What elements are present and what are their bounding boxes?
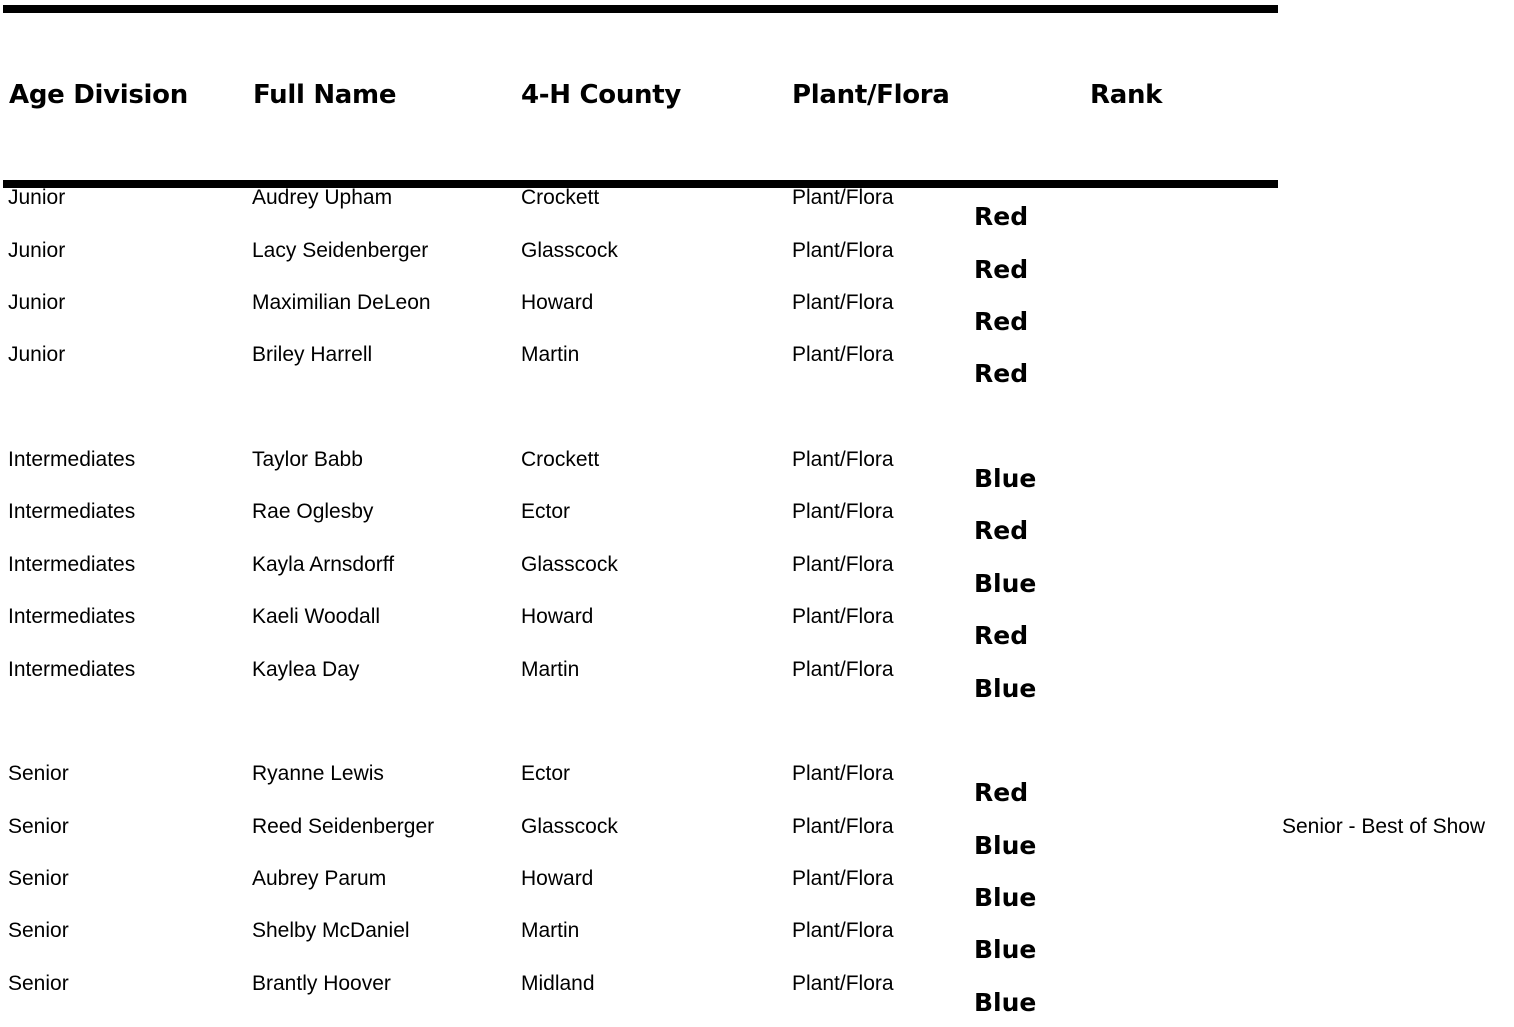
category-cell: Plant/Flora bbox=[792, 919, 894, 942]
age-division-cell: Intermediates bbox=[8, 500, 136, 523]
category-cell: Plant/Flora bbox=[792, 867, 894, 890]
county-cell: Howard bbox=[521, 291, 594, 314]
full-name-cell: Aubrey Parum bbox=[252, 867, 387, 890]
category-cell: Plant/Flora bbox=[792, 658, 894, 681]
full-name-cell: Taylor Babb bbox=[252, 448, 363, 471]
category-cell: Plant/Flora bbox=[792, 553, 894, 576]
age-division-cell: Junior bbox=[8, 291, 66, 314]
full-name-cell: Brantly Hoover bbox=[252, 972, 391, 995]
county-cell: Howard bbox=[521, 867, 594, 890]
table-row bbox=[0, 605, 1514, 655]
rank-cell: Blue bbox=[974, 674, 1037, 703]
full-name-cell: Rae Oglesby bbox=[252, 500, 374, 523]
table-row bbox=[0, 186, 1514, 236]
county-cell: Martin bbox=[521, 658, 580, 681]
table-row bbox=[0, 867, 1514, 917]
full-name-cell: Maximilian DeLeon bbox=[252, 291, 431, 314]
rank-cell: Blue bbox=[974, 464, 1037, 493]
rank-cell: Red bbox=[974, 307, 1029, 336]
category-cell: Plant/Flora bbox=[792, 762, 894, 785]
age-division-cell: Senior bbox=[8, 815, 69, 838]
age-division-cell: Intermediates bbox=[8, 658, 136, 681]
county-cell: Martin bbox=[521, 343, 580, 366]
category-cell: Plant/Flora bbox=[792, 972, 894, 995]
age-division-cell: Junior bbox=[8, 186, 66, 209]
table-row bbox=[0, 762, 1514, 812]
age-division-cell: Senior bbox=[8, 867, 69, 890]
full-name-cell: Ryanne Lewis bbox=[252, 762, 384, 785]
rank-cell: Red bbox=[974, 621, 1029, 650]
category-cell: Plant/Flora bbox=[792, 605, 894, 628]
county-cell: Crockett bbox=[521, 186, 600, 209]
rank-cell: Blue bbox=[974, 935, 1037, 964]
header-age-division: Age Division bbox=[9, 80, 188, 110]
table-row bbox=[0, 448, 1514, 498]
category-cell: Plant/Flora bbox=[792, 291, 894, 314]
rank-cell: Blue bbox=[974, 883, 1037, 912]
rank-cell: Red bbox=[974, 516, 1029, 545]
age-division-cell: Junior bbox=[8, 343, 66, 366]
full-name-cell: Kaeli Woodall bbox=[252, 605, 381, 628]
table-row bbox=[0, 972, 1514, 1022]
header-full-name: Full Name bbox=[253, 80, 397, 110]
county-cell: Howard bbox=[521, 605, 594, 628]
table-row bbox=[0, 919, 1514, 969]
table-row bbox=[0, 343, 1514, 393]
rank-cell: Red bbox=[974, 202, 1029, 231]
age-division-cell: Intermediates bbox=[8, 553, 136, 576]
age-division-cell: Intermediates bbox=[8, 605, 136, 628]
rank-cell: Blue bbox=[974, 831, 1037, 860]
county-cell: Martin bbox=[521, 919, 580, 942]
rank-cell: Red bbox=[974, 255, 1029, 284]
age-division-cell: Senior bbox=[8, 762, 69, 785]
table-row bbox=[0, 815, 1514, 865]
full-name-cell: Shelby McDaniel bbox=[252, 919, 410, 942]
table-row bbox=[0, 291, 1514, 341]
table-row bbox=[0, 500, 1514, 550]
header-category: Plant/Flora bbox=[792, 80, 950, 110]
full-name-cell: Kayla Arnsdorff bbox=[252, 553, 395, 576]
county-cell: Crockett bbox=[521, 448, 600, 471]
county-cell: Glasscock bbox=[521, 553, 618, 576]
award-note: Senior - Best of Show bbox=[1282, 815, 1486, 838]
county-cell: Ector bbox=[521, 500, 571, 523]
county-cell: Glasscock bbox=[521, 815, 618, 838]
table-row bbox=[0, 239, 1514, 289]
rank-cell: Blue bbox=[974, 569, 1037, 598]
header-county: 4-H County bbox=[521, 80, 682, 110]
category-cell: Plant/Flora bbox=[792, 815, 894, 838]
full-name-cell: Kaylea Day bbox=[252, 658, 360, 681]
age-division-cell: Junior bbox=[8, 239, 66, 262]
category-cell: Plant/Flora bbox=[792, 500, 894, 523]
category-cell: Plant/Flora bbox=[792, 343, 894, 366]
category-cell: Plant/Flora bbox=[792, 186, 894, 209]
county-cell: Glasscock bbox=[521, 239, 618, 262]
header-rank: Rank bbox=[1090, 80, 1163, 110]
rank-cell: Blue bbox=[974, 988, 1037, 1017]
category-cell: Plant/Flora bbox=[792, 448, 894, 471]
age-division-cell: Senior bbox=[8, 919, 69, 942]
county-cell: Midland bbox=[521, 972, 595, 995]
table-row bbox=[0, 553, 1514, 603]
rank-cell: Red bbox=[974, 359, 1029, 388]
full-name-cell: Lacy Seidenberger bbox=[252, 239, 429, 262]
full-name-cell: Reed Seidenberger bbox=[252, 815, 435, 838]
age-division-cell: Intermediates bbox=[8, 448, 136, 471]
rank-cell: Red bbox=[974, 778, 1029, 807]
age-division-cell: Senior bbox=[8, 972, 69, 995]
table-row bbox=[0, 658, 1514, 708]
full-name-cell: Audrey Upham bbox=[252, 186, 393, 209]
category-cell: Plant/Flora bbox=[792, 239, 894, 262]
top-rule bbox=[3, 5, 1278, 13]
county-cell: Ector bbox=[521, 762, 571, 785]
full-name-cell: Briley Harrell bbox=[252, 343, 373, 366]
